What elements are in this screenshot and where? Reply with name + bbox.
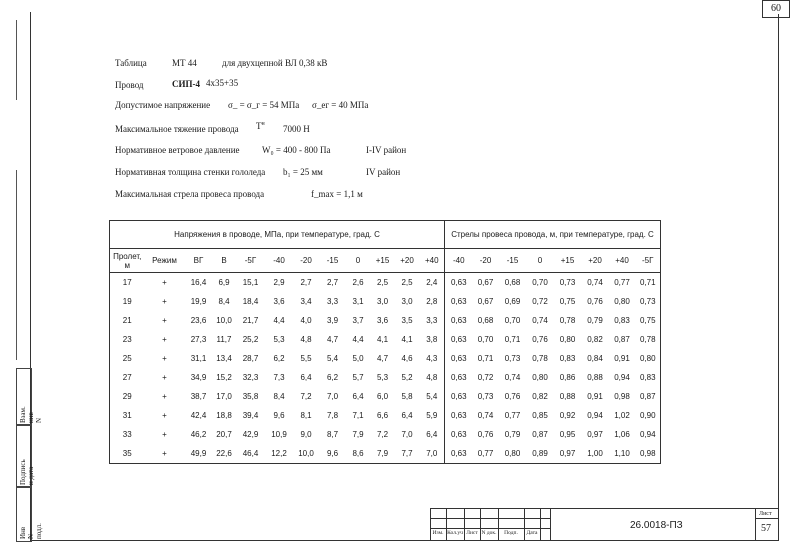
stress-cell: 6,2 <box>273 354 285 363</box>
sheet-label: Лист <box>759 511 772 517</box>
sag-cell: 0,73 <box>504 354 521 363</box>
ice-region: IV район <box>366 167 401 177</box>
stress-col-header: ВГ <box>193 256 204 265</box>
stress-cell: 2,8 <box>420 292 445 311</box>
span-cell: 29 <box>110 387 145 406</box>
stress-cell: 10,0 <box>216 316 232 325</box>
stress-cell: 5,4 <box>420 387 445 406</box>
stress-cell: 21,7 <box>242 316 259 325</box>
stress-cell: 4,1 <box>401 335 413 344</box>
stress-cell: 18,8 <box>216 411 232 420</box>
sag-cell: 0,80 <box>636 349 661 368</box>
mode-cell: + <box>162 392 167 401</box>
sag-cell: 0,76 <box>587 297 603 306</box>
sag-cell: 0,89 <box>527 444 554 464</box>
mode-cell: + <box>162 354 167 363</box>
stress-cell: 7,2 <box>300 392 312 401</box>
mode-column-header: Режим <box>152 256 177 265</box>
sag-cell: 0,85 <box>532 411 548 420</box>
sag-cell: 0,70 <box>532 278 548 287</box>
sag-cell: 0,78 <box>532 354 548 363</box>
sag-cell: 0,88 <box>559 392 576 401</box>
sag-cell: 0,95 <box>559 430 576 439</box>
stress-cell: 2,5 <box>376 278 389 287</box>
sag-cell: 0,74 <box>504 373 521 382</box>
wire-size: 4x35+35 <box>206 78 239 88</box>
sag-cell: 0,63 <box>450 335 467 344</box>
sheet-divider <box>755 518 778 519</box>
sag-cell: 0,91 <box>587 392 603 401</box>
sag-cell: 0,74 <box>587 278 603 287</box>
side-stamp-box <box>16 368 43 426</box>
stress-cell: 7,0 <box>401 430 413 439</box>
sag-cell: 1,10 <box>609 444 636 464</box>
mode-cell: + <box>145 444 185 464</box>
sag-cell: 0,98 <box>614 392 630 401</box>
sag-cell: 0,80 <box>532 373 548 382</box>
stress-cell: 5,7 <box>352 373 364 382</box>
stress-cell: 13,4 <box>216 354 232 363</box>
stress-col-header: -20 <box>300 256 312 265</box>
stress-cell: 49,9 <box>185 444 213 464</box>
ice-value: b₁ = 25 мм <box>283 167 323 177</box>
sag-cell: 0,73 <box>559 278 576 287</box>
sag-cell: 1,06 <box>614 430 630 439</box>
column-header-row <box>110 249 661 273</box>
sag-label: Максимальная стрела провеса провода <box>115 189 265 199</box>
sag-cell: 0,77 <box>473 444 499 464</box>
sag-cell: 0,71 <box>477 354 494 363</box>
margin-line <box>16 170 17 360</box>
sag-col-header: +15 <box>560 256 575 265</box>
stress-cell: 39,4 <box>242 411 259 420</box>
stress-cell: 46,4 <box>236 444 266 464</box>
stress-cell: 7,8 <box>326 411 339 420</box>
stress-col-header: 0 <box>355 256 361 265</box>
stress-cell: 9,6 <box>320 444 346 464</box>
sag-cell: 0,79 <box>504 430 521 439</box>
sag-cell: 0,94 <box>614 373 630 382</box>
max-tension-value: 7000 Н <box>283 124 310 134</box>
stress-cell: 5,3 <box>376 373 389 382</box>
mode-cell: + <box>162 278 167 287</box>
stress-cell: 35,8 <box>242 392 259 401</box>
sag-cell: 0,74 <box>477 411 494 420</box>
span-cell: 31 <box>110 406 145 425</box>
stress-cell: 3,1 <box>352 297 364 306</box>
stress-cell: 42,4 <box>190 411 207 420</box>
stress-cell: 6,2 <box>326 373 339 382</box>
stress-cell: 3,7 <box>352 316 364 325</box>
sag-cell: 0,91 <box>614 354 630 363</box>
mode-cell: + <box>162 316 167 325</box>
sag-cell: 0,92 <box>559 411 576 420</box>
sag-cell: 0,90 <box>636 406 661 425</box>
stress-header: Напряжения в проводе, МПа, при температуре, град. С <box>110 221 445 249</box>
stress-cell: 28,7 <box>242 354 259 363</box>
wind-label: Нормативное ветровое давление <box>115 145 240 155</box>
title-block-column-label: Лист <box>466 530 478 536</box>
sag-cell: 0,80 <box>499 444 527 464</box>
stress-cell: 6,6 <box>376 411 389 420</box>
stress-col-header: +40 <box>420 249 445 273</box>
side-label-inv: Инв N подл. <box>19 523 43 539</box>
sag-col-header: 0 <box>537 256 543 265</box>
stress-cell: 3,0 <box>376 297 389 306</box>
stress-cell: 12,2 <box>266 444 293 464</box>
data-table <box>109 220 661 464</box>
sag-cell: 0,77 <box>614 278 630 287</box>
stress-cell: 8,4 <box>273 392 285 401</box>
stress-cell: 4,1 <box>376 335 389 344</box>
title-block-column-label: Кол.уч <box>447 530 463 536</box>
sag-col-header: +40 <box>615 256 629 265</box>
stress-cell: 7,0 <box>420 444 445 464</box>
stress-cell: 25,2 <box>242 335 259 344</box>
sag-cell: 0,98 <box>636 444 661 464</box>
stress-cell: 10,9 <box>271 430 287 439</box>
stress-col-header: -40 <box>273 256 285 265</box>
stress-cell: 2,9 <box>273 278 285 287</box>
stress-col-header: -5Г <box>244 256 257 265</box>
stress-cell: 7,7 <box>395 444 420 464</box>
stress-cell: 7,9 <box>371 444 395 464</box>
sag-cell: 0,68 <box>504 278 521 287</box>
stress-cell: 3,4 <box>300 297 312 306</box>
stress-cell: 4,0 <box>300 316 312 325</box>
stress-cell: 4,7 <box>326 335 339 344</box>
stress-cell: 3,9 <box>326 316 339 325</box>
stress-cell: 6,0 <box>376 392 389 401</box>
title-block-labels <box>430 530 560 536</box>
span-header-unit: м <box>124 260 130 270</box>
table-row <box>110 425 661 444</box>
stress-cell: 42,9 <box>242 430 259 439</box>
span-cell: 21 <box>110 311 145 330</box>
side-stamp-box <box>16 486 43 542</box>
sag-cell: 0,72 <box>477 373 494 382</box>
stress-cell: 3,0 <box>401 297 413 306</box>
stress-cell: 2,7 <box>300 278 312 287</box>
sag-cell: 0,63 <box>450 373 467 382</box>
table-row <box>110 330 661 349</box>
sag-cell: 0,69 <box>504 297 521 306</box>
ice-label: Нормативная толщина стенки гололеда <box>115 167 266 177</box>
sag-col-header: -20 <box>479 256 492 265</box>
stress-cell: 46,2 <box>190 430 207 439</box>
mode-cell: + <box>162 297 167 306</box>
sag-cell: 0,87 <box>636 387 661 406</box>
title-block-column-label: Дата <box>526 530 538 536</box>
sag-cell: 0,63 <box>445 444 473 464</box>
wire-value: СИП-4 <box>172 79 200 89</box>
sag-cell: 0,82 <box>587 335 603 344</box>
table-label: Таблица <box>115 58 147 68</box>
stress-cell: 9,0 <box>300 430 312 439</box>
stress-cell: 11,7 <box>216 335 232 344</box>
wind-region: I-IV район <box>366 145 407 155</box>
span-cell: 17 <box>110 273 145 293</box>
sag-cell: 0,71 <box>636 273 661 293</box>
span-cell: 33 <box>110 425 145 444</box>
stress-cell: 34,9 <box>190 373 207 382</box>
stress-cell: 5,2 <box>401 373 413 382</box>
side-label-replace: Взам. инв N <box>19 406 43 423</box>
stress-col-header: +15 <box>375 256 390 265</box>
stress-cell: 10,0 <box>293 444 320 464</box>
sag-cell: 0,63 <box>450 354 467 363</box>
title-block-column-label: Изм. <box>432 530 444 536</box>
stress-cell: 5,5 <box>300 354 312 363</box>
sag-cell: 0,88 <box>587 373 603 382</box>
allow-stress-value: σ_ = σ_г = 54 МПа <box>228 100 300 110</box>
sag-cell: 0,87 <box>532 430 548 439</box>
mode-cell: + <box>162 411 167 420</box>
stress-cell: 17,0 <box>216 392 232 401</box>
stress-cell: 4,8 <box>420 368 445 387</box>
stress-cell: 3,3 <box>420 311 445 330</box>
stress-cell: 23,6 <box>190 316 207 325</box>
sag-cell: 1,02 <box>614 411 630 420</box>
table-code: МТ 44 <box>172 58 197 68</box>
mode-cell: + <box>162 430 167 439</box>
sag-cell: 0,63 <box>450 430 467 439</box>
stress-cell: 16,4 <box>190 278 207 287</box>
stress-cell: 8,7 <box>326 430 339 439</box>
sag-cell: 0,63 <box>450 411 467 420</box>
sag-cell: 0,76 <box>532 335 548 344</box>
span-cell: 25 <box>110 349 145 368</box>
stress-cell: 19,9 <box>190 297 207 306</box>
sag-cell: 0,73 <box>636 292 661 311</box>
sag-cell: 0,73 <box>477 392 494 401</box>
stress-cell: 15,1 <box>242 278 259 287</box>
sag-cell: 0,63 <box>450 316 467 325</box>
stress-cell: 38,7 <box>190 392 207 401</box>
stress-cell: 3,6 <box>273 297 285 306</box>
stress-cell: 7,3 <box>273 373 285 382</box>
sag-header: Стрелы провеса провода, м, при температуре, град. С <box>445 221 661 249</box>
stress-cell: 7,9 <box>352 430 364 439</box>
stress-cell: 15,2 <box>216 373 232 382</box>
stress-cell: 3,3 <box>326 297 339 306</box>
sag-cell: 0,78 <box>559 316 576 325</box>
span-cell: 19 <box>110 292 145 311</box>
page-number: 60 <box>762 0 790 18</box>
stress-cell: 4,3 <box>420 349 445 368</box>
stress-cell: 8,6 <box>346 444 371 464</box>
stress-cell: 4,6 <box>401 354 413 363</box>
table-row <box>110 311 661 330</box>
sag-cell: 0,87 <box>614 335 630 344</box>
stress-cell: 4,7 <box>376 354 389 363</box>
stress-cell: 2,6 <box>352 278 364 287</box>
table-body <box>110 273 661 464</box>
allow-stress-label: Допустимое напряжение <box>115 100 211 110</box>
stress-cell: 7,1 <box>352 411 364 420</box>
sag-cell: 0,97 <box>587 430 603 439</box>
table-row <box>110 406 661 425</box>
table-row <box>110 387 661 406</box>
sag-cell: 0,83 <box>614 316 630 325</box>
sag-col-header: -5Г <box>636 249 661 273</box>
sag-cell: 0,80 <box>559 335 576 344</box>
allow-stress-value-2: σ_ег = 40 МПа <box>312 100 369 110</box>
max-tension-symbol: $Т^н$ <box>256 121 265 131</box>
margin-line <box>16 20 17 100</box>
table-row <box>110 368 661 387</box>
sag-cell: 0,72 <box>532 297 548 306</box>
stress-col-header: +20 <box>400 256 414 265</box>
span-cell: 35 <box>110 444 145 464</box>
stress-cell: 2,5 <box>401 278 413 287</box>
stress-cell: 5,4 <box>326 354 339 363</box>
stress-cell: 6,4 <box>300 373 312 382</box>
sag-cell: 0,75 <box>559 297 576 306</box>
stress-cell: 9,6 <box>273 411 285 420</box>
sag-cell: 0,94 <box>587 411 603 420</box>
stress-cell: 4,4 <box>352 335 364 344</box>
sag-col-header: -15 <box>506 256 519 265</box>
sag-cell: 0,86 <box>559 373 576 382</box>
span-header-label: Пролет, <box>113 251 142 261</box>
span-column-header <box>110 249 145 273</box>
sag-cell: 0,71 <box>504 335 521 344</box>
sag-cell: 0,78 <box>636 330 661 349</box>
table-desc: для двухцепной ВЛ 0,38 кВ <box>222 58 328 68</box>
sag-cell: 0,97 <box>554 444 582 464</box>
wind-value: W₀ = 400 - 800 Па <box>262 145 331 155</box>
sag-cell: 1,00 <box>582 444 609 464</box>
sag-cell: 0,63 <box>450 278 467 287</box>
sag-col-header: -40 <box>452 256 465 265</box>
sag-cell: 0,84 <box>587 354 603 363</box>
stress-cell: 6,9 <box>218 278 230 287</box>
stress-cell: 22,6 <box>213 444 236 464</box>
table-row <box>110 273 661 293</box>
sheet-number: 57 <box>761 523 771 534</box>
sag-cell: 0,76 <box>504 392 521 401</box>
stress-cell: 2,4 <box>420 273 445 293</box>
stress-cell: 27,3 <box>190 335 207 344</box>
stress-cell: 6,4 <box>401 411 413 420</box>
sag-cell: 0,76 <box>477 430 494 439</box>
stress-cell: 7,0 <box>326 392 339 401</box>
sag-cell: 0,77 <box>504 411 521 420</box>
title-block-column-label: N док. <box>481 530 497 536</box>
title-block-column-label: Подп. <box>504 530 518 536</box>
sag-cell: 0,68 <box>477 316 494 325</box>
sag-cell: 0,79 <box>587 316 603 325</box>
sag-cell: 0,67 <box>477 297 494 306</box>
sag-cell: 0,70 <box>477 335 494 344</box>
sag-cell: 0,83 <box>636 368 661 387</box>
stress-cell: 6,4 <box>352 392 364 401</box>
sag-value: f_max = 1,1 м <box>311 189 363 199</box>
table-row <box>110 349 661 368</box>
stress-cell: 8,4 <box>218 297 230 306</box>
mode-cell: + <box>162 335 167 344</box>
stress-cell: 5,9 <box>420 406 445 425</box>
side-label-sign: Подпись и дата <box>19 459 35 485</box>
sag-cell: 0,70 <box>504 316 521 325</box>
sag-col-header: +20 <box>588 256 602 265</box>
frame-right <box>778 14 779 541</box>
stress-cell: 3,5 <box>401 316 413 325</box>
sag-cell: 0,94 <box>636 425 661 444</box>
stress-col-header: -15 <box>326 256 339 265</box>
stress-cell: 5,0 <box>352 354 364 363</box>
wire-label: Провод <box>115 80 144 90</box>
mode-cell: + <box>162 373 167 382</box>
document-code: 26.0018-ПЗ <box>630 520 683 531</box>
table-row <box>110 292 661 311</box>
stress-cell: 4,8 <box>300 335 312 344</box>
stress-cell: 3,8 <box>420 330 445 349</box>
sag-cell: 0,82 <box>532 392 548 401</box>
stress-col-header: В <box>221 256 227 265</box>
stress-cell: 32,3 <box>242 373 259 382</box>
stress-cell: 6,4 <box>420 425 445 444</box>
stress-cell: 5,3 <box>273 335 285 344</box>
sag-cell: 0,63 <box>450 392 467 401</box>
stress-cell: 4,4 <box>273 316 285 325</box>
span-cell: 27 <box>110 368 145 387</box>
stress-cell: 18,4 <box>242 297 259 306</box>
table-row <box>110 444 661 464</box>
span-cell: 23 <box>110 330 145 349</box>
stress-cell: 8,1 <box>300 411 312 420</box>
stress-cell: 2,7 <box>326 278 339 287</box>
stress-cell: 31,1 <box>190 354 207 363</box>
stress-cell: 5,8 <box>401 392 413 401</box>
sag-cell: 0,83 <box>559 354 576 363</box>
stress-cell: 20,7 <box>216 430 232 439</box>
side-stamp-box <box>16 424 35 488</box>
stress-cell: 7,2 <box>376 430 389 439</box>
sag-cell: 0,75 <box>636 311 661 330</box>
stress-cell: 3,6 <box>376 316 389 325</box>
sag-cell: 0,80 <box>614 297 630 306</box>
sag-cell: 0,67 <box>477 278 494 287</box>
sag-cell: 0,74 <box>532 316 548 325</box>
max-tension-label: Максимальное тяжение провода <box>115 124 239 134</box>
sag-cell: 0,63 <box>450 297 467 306</box>
